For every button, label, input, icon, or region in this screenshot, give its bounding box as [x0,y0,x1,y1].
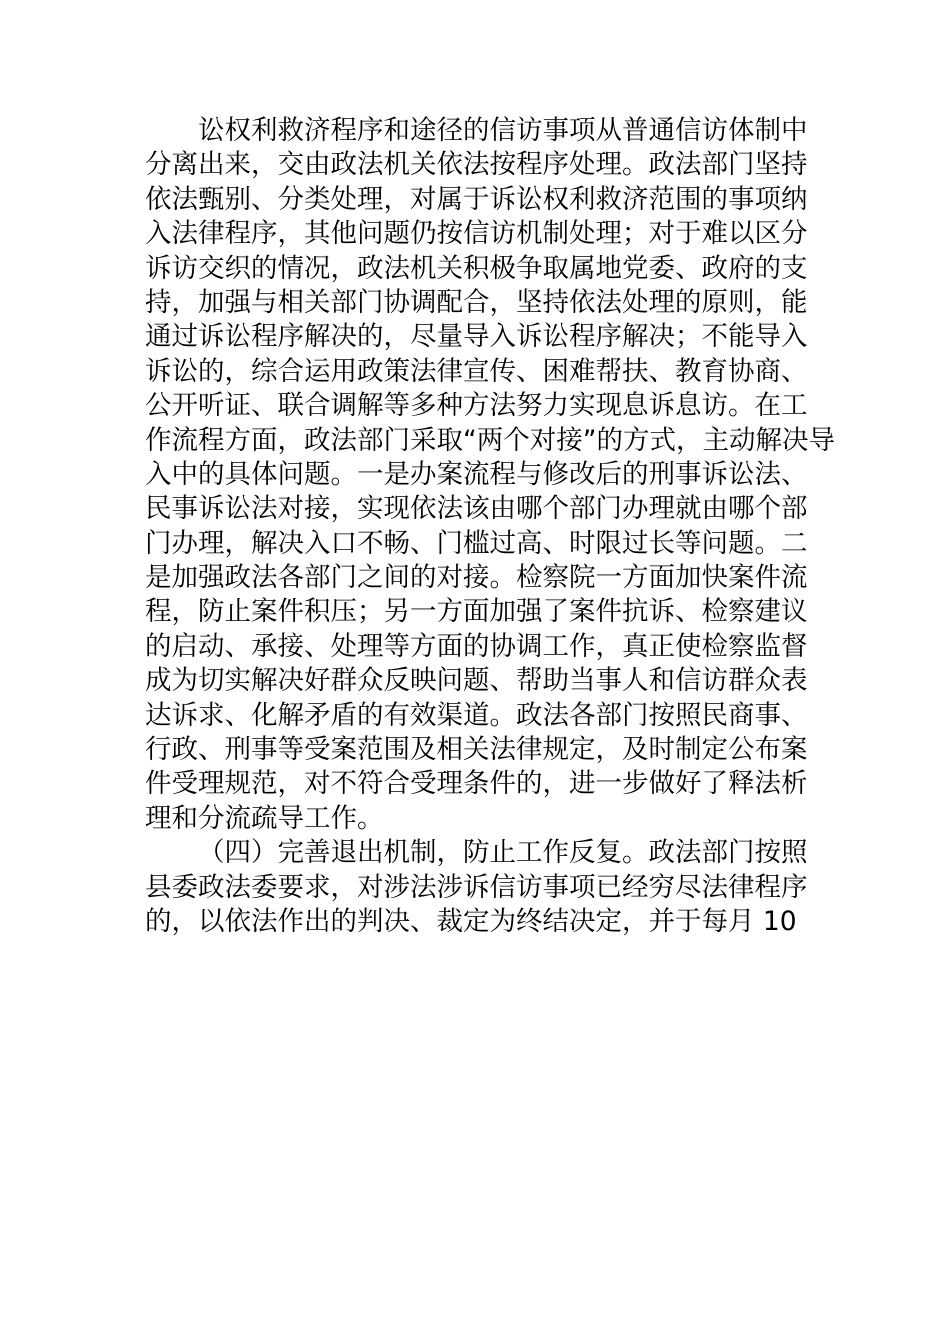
paragraph-1-line: 公开听证、联合调解等多种方法努力实现息诉息访。在工 [145,390,808,422]
paragraph-1-line: 理和分流疏导工作。 [145,802,384,834]
paragraph-2-line: 县委政法委要求，对涉法涉诉信访事项已经穷尽法律程序 [145,871,808,903]
paragraph-1-line: 程，防止案件积压；另一方面加强了案件抗诉、检察建议 [145,596,808,628]
paragraph-2-line: （四）完善退出机制，防止工作反复。政法部门按照 [198,837,808,869]
paragraph-1-line: 行政、刑事等受案范围及相关法律规定，及时制定公布案 [145,734,808,766]
paragraph-1-line: 依法甄别、分类处理，对属于诉讼权利救济范围的事项纳 [145,183,808,215]
paragraph-1-line: 达诉求、化解矛盾的有效渠道。政法各部门按照民商事、 [145,699,808,731]
paragraph-1-line: 入法律程序，其他问题仍按信访机制处理；对于难以区分 [145,218,808,250]
paragraph-1-line: 民事诉讼法对接，实现依法该由哪个部门办理就由哪个部 [145,493,808,525]
paragraph-2-line: 的，以依法作出的判决、裁定为终结决定，并于每月 10 [145,905,797,937]
paragraph-1-line: 作流程方面，政法部门采取“两个对接”的方式，主动解决导 [145,424,835,456]
paragraph-1-line: 件受理规范，对不符合受理条件的，进一步做好了释法析 [145,768,808,800]
paragraph-1-line: 入中的具体问题。一是办案流程与修改后的刑事诉讼法、 [145,458,808,490]
paragraph-1-line: 通过诉讼程序解决的，尽量导入诉讼程序解决；不能导入 [145,321,808,353]
paragraph-1-line: 讼权利救济程序和途径的信访事项从普通信访体制中 [198,115,808,146]
paragraph-1-line: 是加强政法各部门之间的对接。检察院一方面加快案件流 [145,562,808,594]
paragraph-1-line: 诉访交织的情况，政法机关积极争取属地党委、政府的支 [145,252,808,284]
paragraph-1-line: 诉讼的，综合运用政策法律宣传、困难帮扶、教育协商、 [145,355,808,387]
paragraph-1-line: 持，加强与相关部门协调配合，坚持依法处理的原则，能 [145,286,808,318]
body-text [145,114,835,939]
paragraph-1-line: 分离出来，交由政法机关依法按程序处理。政法部门坚持 [145,149,808,181]
paragraph-1-line: 成为切实解决好群众反映问题、帮助当事人和信访群众表 [145,665,808,697]
paragraph-1-line: 的启动、承接、处理等方面的协调工作，真正使检察监督 [145,630,808,662]
paragraph-1-line: 门办理，解决入口不畅、门槛过高、时限过长等问题。二 [145,527,808,559]
